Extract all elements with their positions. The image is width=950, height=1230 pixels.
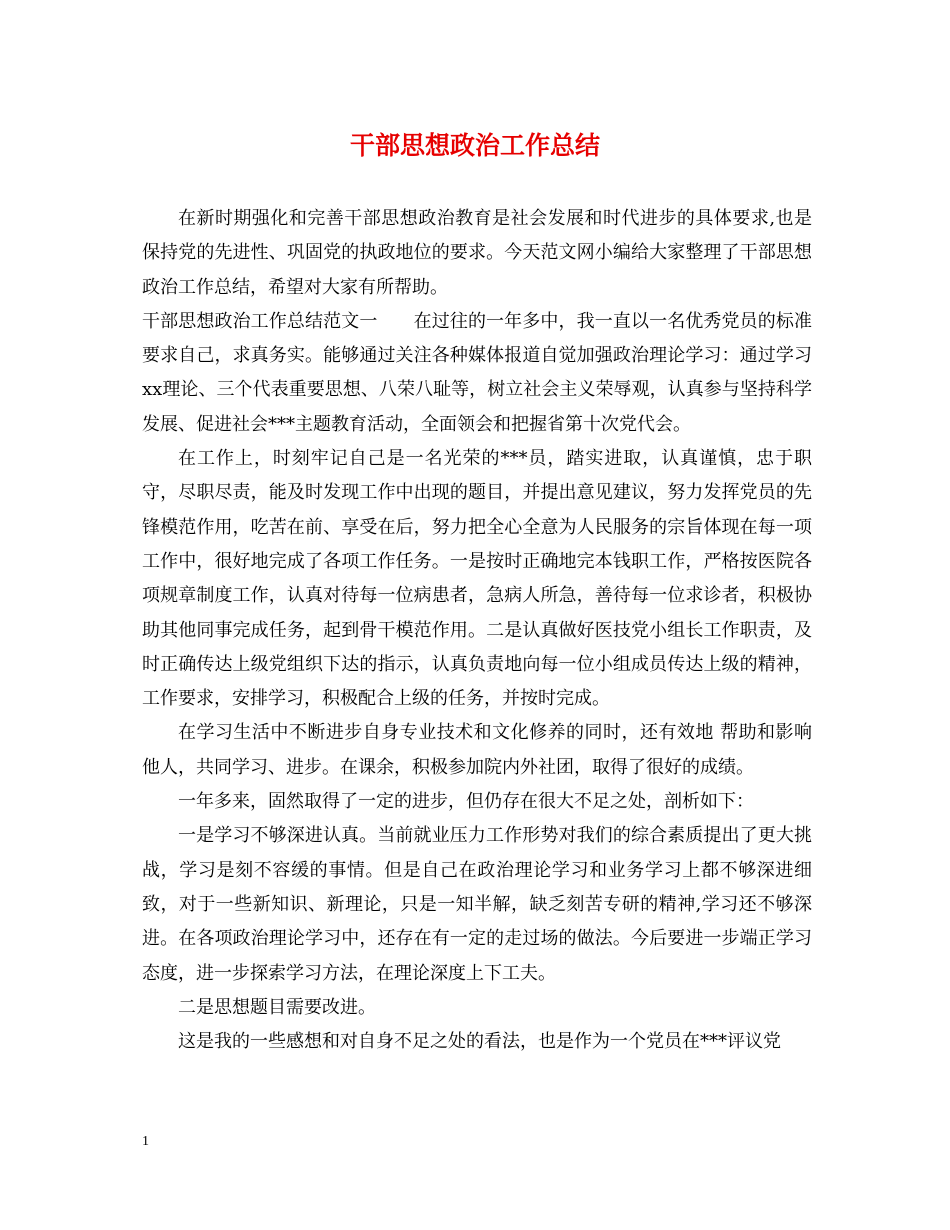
document-body [142,202,812,1059]
section-paragraph [142,305,812,442]
intro-paragraph: 在新时期强化和完善干部思想政治教育是社会发展和时代进步的具体要求,也是保持党的先进性、巩固党的执政地位的要求。今天范文网小编给大家整理了干部思想政治工作总结，希望对大家有所帮助。 [142,208,812,298]
study-paragraph: 在学习生活中不断进步自身专业技术和文化修养的同时，还有效地 帮助和影响他人，共同学习、进步。在课余，积极参加院内外社团，取得了很好的成绩。 [142,722,812,778]
analysis-intro-paragraph: 一年多来，固然取得了一定的进步，但仍存在很大不足之处，剖析如下： [178,791,754,813]
closing-paragraph: 这是我的一些感想和对自身不足之处的看法，也是作为一个党员在***评议党 [178,1031,781,1053]
section-heading: 干部思想政治工作总结范文一 [142,310,378,332]
document-title: 干部思想政治工作总结 [349,131,600,160]
section-first-paragraph: 在过往的一年多中，我一直以一名优秀党员的标准要求自己，求真务实。能够通过关注各种媒体报道自觉加强政治理论学习：通过学习xx理论、三个代表重要思想、八荣八耻等，树立社会主义荣辱观，认真参与坚持科学发展、促进社会***主题教育活动，全面领会和把握省第十次党代会。 [142,310,812,435]
page-number: 1 [142,1134,149,1149]
work-paragraph: 在工作上，时刻牢记自己是一名光荣的***员，踏实进取，认真谨慎，忠于职守，尽职尽责，能及时发现工作中出现的题目，并提出意见建议，努力发挥党员的先锋模范作用，吃苦在前、享受在后，努力把全心全意为人民服务的宗旨体现在每一项工作中，很好地完成了各项工作任务。一是按时正确地完本钱职工作，严格按医院各项规章制度工作，认真对待每一位病患者，急病人所急，善待每一位求诊者，积极协助其他同事完成任务，起到骨干模范作用。二是认真做好医技党小组长工作职责，及时正确传达上级党组织下达的指示，认真负责地向每一位小组成员传达上级的精神，工作要求，安排学习，积极配合上级的任务，并按时完成。 [142,448,812,710]
shortcoming-one-paragraph: 一是学习不够深进认真。当前就业压力工作形势对我们的综合素质提出了更大挑战，学习是刻不容缓的事情。但是自己在政治理论学习和业务学习上都不够深进细致，对于一些新知识、新理论，只是一知半解，缺乏刻苦专研的精神,学习还不够深进。在各项政治理论学习中，还存在有一定的走过场的做法。今后要进一步端正学习态度，进一步探索学习方法，在理论深度上下工夫。 [142,825,812,984]
shortcoming-two-paragraph: 二是思想题目需要改进。 [178,996,376,1018]
